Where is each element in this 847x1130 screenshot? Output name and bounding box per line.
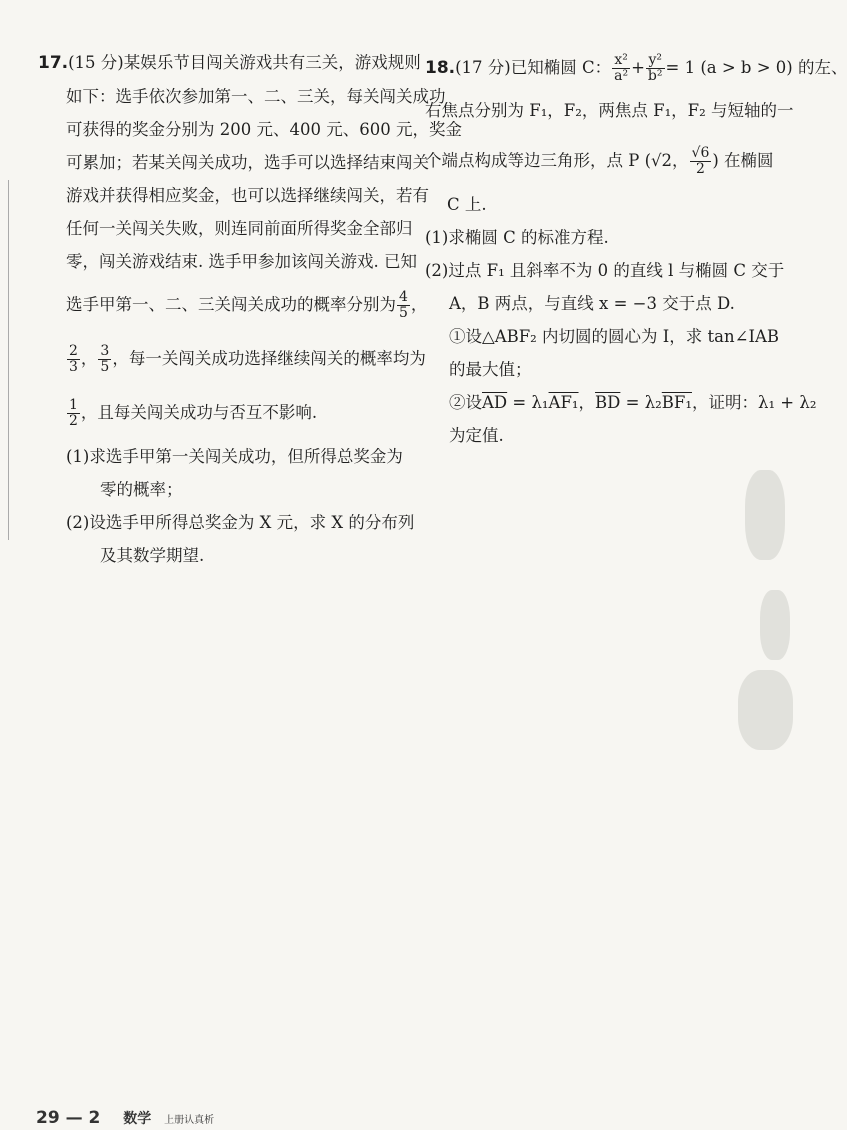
q17-line-9: $\frac{2}{3}$ ， $\frac{3}{5}$ ，每一关闯关成功选择继续闯关的概率均为 <box>69 343 426 375</box>
q17-line-4: 可累加；若某关闯关成功，选手可以选择结束闯关 <box>66 153 429 172</box>
q17-line-8: 选手甲第一、二、三关闯关成功的概率分别为 $\frac{4}{5}$ ， <box>66 289 428 321</box>
q17-part-2: (2)设选手甲所得总奖金为 X 元，求 X 的分布列 <box>66 513 415 532</box>
question-18 <box>425 48 847 452</box>
q18-line-3: 个端点构成等边三角形，点 P (√2， $\frac{√6}{2}$ ) 在椭圆 <box>425 145 774 177</box>
q18-line-1: 18.(17 分)已知椭圆 C： $\frac{\text{x²}}{\text{a²}}$ + $\frac{\text{y²}}{\text{b²}}$ = 1 (a > b > 0) 的左、 <box>425 52 847 84</box>
q18-part-2-cont: A，B 两点，与直线 x = −3 交于点 D. <box>449 294 735 313</box>
vector-BF1: BF₁ <box>661 393 692 412</box>
q17-part-1-cont: 零的概率； <box>100 480 183 499</box>
q18-part-2-sub1: ①设△ABF₂ 内切圆的圆心为 I，求 tan∠IAB <box>449 327 780 346</box>
q18-line-2: 右焦点分别为 F₁，F₂，两焦点 F₁，F₂ 与短轴的一 <box>425 101 794 120</box>
bleed-through-mark <box>760 590 790 660</box>
page-number: 29 — 2 <box>36 1108 101 1128</box>
binding-edge-line <box>8 180 9 540</box>
q17-line-1: 17.(15 分)某娱乐节目闯关游戏共有三关，游戏规则 <box>38 53 421 73</box>
vector-BD: $\overline{BD}$ <box>595 393 621 412</box>
q18-part-2-sub1-cont: 的最大值； <box>449 360 532 379</box>
vector-AF1: AF₁ <box>548 393 579 412</box>
q17-line-3: 可获得的奖金分别为 200 元、400 元、600 元，奖金 <box>66 120 462 139</box>
q18-number: 18. <box>425 58 456 78</box>
q18-part-2: (2)过点 F₁ 且斜率不为 0 的直线 l 与椭圆 C 交于 <box>425 261 785 280</box>
q17-line-6: 任何一关闯关失败，则连同前面所得奖金全部归 <box>66 219 413 238</box>
q17-number: 17. <box>38 53 69 73</box>
q17-part-1: (1)求选手甲第一关闯关成功，但所得总奖金为 <box>66 447 403 466</box>
fraction-2-3: $\frac{2}{3}$ <box>69 343 78 375</box>
q17-line-5: 游戏并获得相应奖金，也可以选择继续闯关，若有 <box>66 186 429 205</box>
fraction-1-2: $\frac{1}{2}$ <box>69 397 78 429</box>
q17-line-2: 如下：选手依次参加第一、二、三关，每关闯关成功 <box>66 87 446 106</box>
q17-line-7: 零，闯关游戏结束. 选手甲参加该闯关游戏. 已知 <box>66 252 417 271</box>
q17-part-2-cont: 及其数学期望. <box>100 546 205 565</box>
q18-part-1: (1)求椭圆 C 的标准方程. <box>425 228 609 247</box>
bleed-through-mark <box>738 670 793 750</box>
page-footer <box>36 1108 214 1128</box>
q17-line-10: $\frac{1}{2}$ ，且每关闯关成功与否互不影响. <box>69 397 318 429</box>
vector-AD: $\overline{AD}$ <box>482 393 508 412</box>
brand-label: 上册认真析 <box>164 1115 215 1126</box>
fraction-x2-a2: $\frac{\text{x²}}{\text{a²}}$ <box>614 52 629 84</box>
q18-line-4: C 上. <box>447 195 487 214</box>
bleed-through-mark <box>745 470 785 560</box>
fraction-y2-b2: $\frac{\text{y²}}{\text{b²}}$ <box>647 52 663 84</box>
subject-label: 数学 <box>123 1111 152 1127</box>
fraction-4-5: $\frac{4}{5}$ <box>399 289 408 321</box>
q18-part-2-sub2: ②设$\overline{AD} = \lambda_1AF_1$，$\overline{BD} = \lambda_2BF_1$，证明：λ₁ + λ₂ <box>449 393 817 412</box>
fraction-3-5: $\frac{3}{5}$ <box>100 343 110 375</box>
fraction-sqrt6-2: $\frac{√6}{2}$ <box>691 145 710 177</box>
q18-part-2-sub2-cont: 为定值. <box>449 426 504 445</box>
